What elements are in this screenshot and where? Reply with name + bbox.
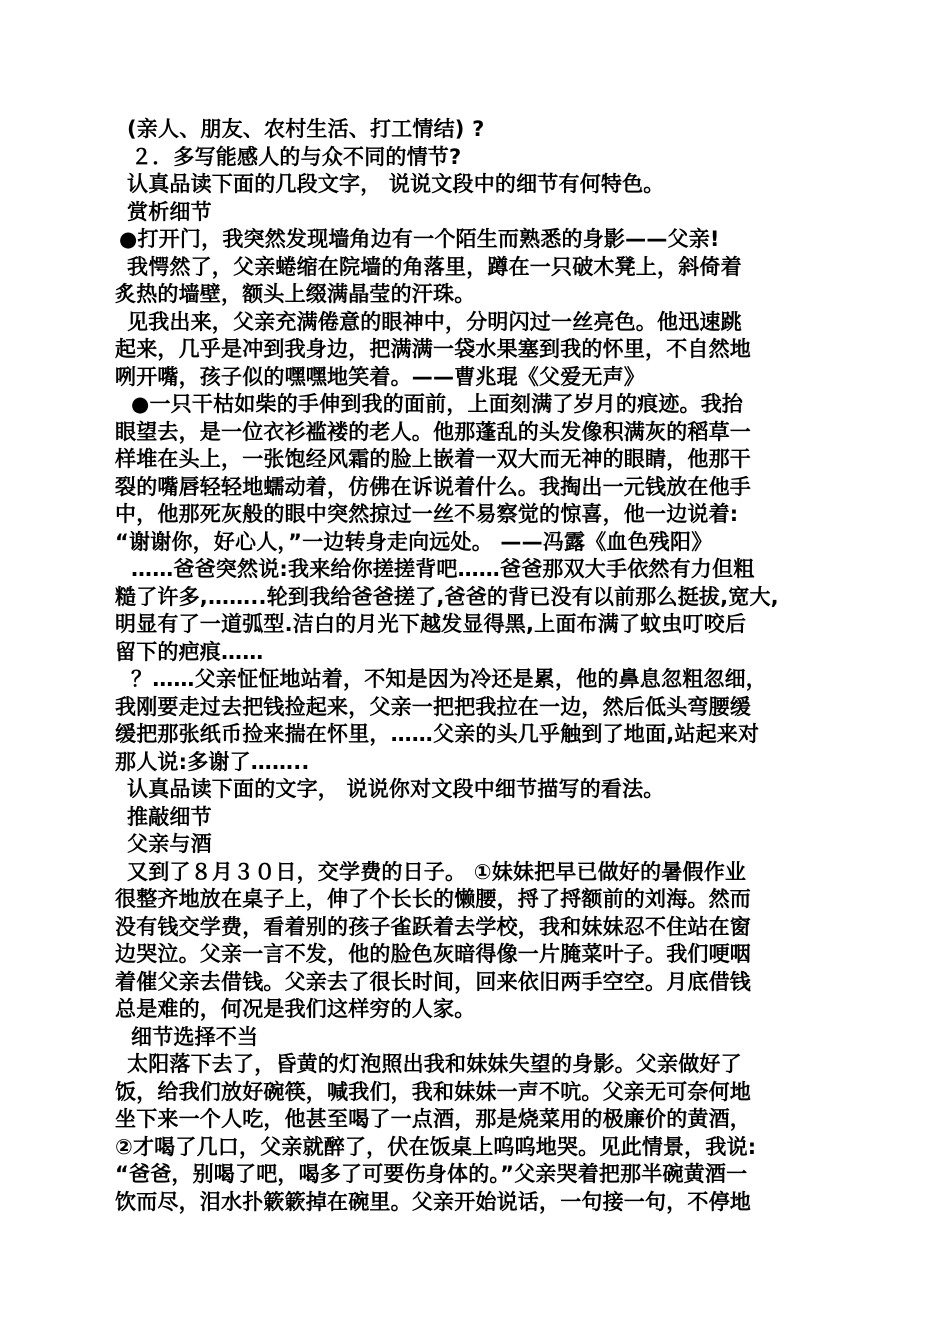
doc-line: 我愕然了，父亲蜷缩在院墙的角落里，蹲在一只破木凳上，斜倚着 — [127, 254, 742, 279]
doc-line: 缓把那张纸币捡来揣在怀里，……父亲的头几乎触到了地面,站起来对 — [115, 722, 760, 746]
doc-line: 起来，几乎是冲到我身边，把满满一袋水果塞到我的怀里，不自然地 — [115, 337, 751, 361]
doc-line: 没有钱交学费，看着别的孩子雀跃着去学校，我和妹妹忍不住站在窗 — [115, 914, 751, 939]
doc-line: 很整齐地放在桌子上，伸了个长长的懒腰，捋了捋额前的刘海。然而 — [115, 887, 751, 911]
doc-line: 明显有了一道弧型.洁白的月光下越发显得黑,上面布满了蚊虫叮咬后 — [115, 612, 747, 636]
doc-line: ？……父亲怔怔地站着，不知是因为冷还是累，他的鼻息忽粗忽细， — [131, 667, 767, 691]
doc-line: 饮而尽，泪水扑簌簌掉在碗里。父亲开始说话，一句接一句，不停地 — [115, 1189, 751, 1214]
doc-line: “谢谢你，好心人，”一边转身走向远处。 ——冯露《血色残阳》 — [115, 529, 713, 554]
doc-line: “爸爸，别喝了吧，喝多了可要伤身体的。”父亲哭着把那半碗黄酒一 — [115, 1162, 748, 1186]
doc-line: ●一只干枯如柴的手伸到我的面前，上面刻满了岁月的痕迹。我抬 — [131, 392, 744, 416]
doc-line: (亲人、朋友、农村生活、打工情结) ? — [127, 117, 485, 141]
doc-line: 咧开嘴，孩子似的嘿嘿地笑着。——曹兆琨《父爱无声》 — [115, 364, 645, 389]
doc-line: 那人说:多谢了…….. — [115, 749, 310, 774]
doc-line: ２．多写能感人的与众不同的情节? — [131, 144, 462, 169]
doc-line: 饭，给我们放好碗筷，喊我们，我和妹妹一声不吭。父亲无可奈何地 — [115, 1079, 751, 1104]
doc-line: 眼望去，是一位衣衫褴褛的老人。他那蓬乱的头发像积满灰的稻草一 — [115, 419, 751, 444]
doc-line: 见我出来，父亲充满倦意的眼神中，分明闪过一丝亮色。他迅速跳 — [127, 309, 742, 334]
doc-line: 坐下来一个人吃，他甚至喝了一点酒，那是烧菜用的极廉价的黄酒， — [115, 1107, 751, 1131]
doc-line: ②才喝了几口，父亲就醉了，伏在饭桌上呜呜地哭。见此情景，我说: — [115, 1134, 757, 1159]
doc-line: 留下的疤痕…… — [115, 639, 264, 664]
section-heading: 推敲细节 — [127, 804, 212, 829]
doc-line: ●打开门，我突然发现墙角边有一个陌生而熟悉的身影——父亲! — [119, 227, 720, 251]
doc-line: 总是难的，何况是我们这样穷的人家。 — [115, 997, 476, 1021]
doc-line: 太阳落下去了，昏黄的灯泡照出我和妹妹失望的身影。父亲做好了 — [127, 1052, 742, 1076]
section-heading: 赏析细节 — [127, 199, 212, 224]
doc-line: 着催父亲去借钱。父亲去了很长时间，回来依旧两手空空。月底借钱 — [115, 969, 751, 994]
doc-line: 认真品读下面的几段文字， 说说文段中的细节有何特色。 — [127, 172, 665, 196]
doc-line: 又到了８月３０日，交学费的日子。 ①妹妹把早已做好的暑假作业 — [127, 859, 747, 884]
section-heading: 细节选择不当 — [131, 1024, 259, 1049]
doc-line: 我刚要走过去把钱捡起来，父亲一把把我拉在一边，然后低头弯腰缓 — [115, 694, 751, 719]
document-page — [115, 116, 840, 1216]
doc-line: 认真品读下面的文字， 说说你对文段中细节描写的看法。 — [127, 777, 665, 801]
doc-line: 样堆在头上，一张饱经风霜的脸上嵌着一双大而无神的眼睛，他那干 — [115, 447, 751, 471]
doc-line: 糙了许多,……..轮到我给爸爸搓了,爸爸的背已没有以前那么挺拔,宽大, — [115, 584, 779, 609]
doc-line: 边哭泣。父亲一言不发，他的脸色灰暗得像一片腌菜叶子。我们哽咽 — [115, 942, 751, 966]
doc-line: 炙热的墙壁，额头上缀满晶莹的汗珠。 — [115, 282, 476, 306]
doc-line: 裂的嘴唇轻轻地蠕动着，仿佛在诉说着什么。我掏出一元钱放在他手 — [115, 474, 751, 499]
article-title: 父亲与酒 — [127, 832, 212, 856]
doc-line: ……爸爸突然说:我来给你搓搓背吧……爸爸那双大手依然有力但粗 — [131, 557, 755, 581]
doc-line: 中，他那死灰般的眼中突然掠过一丝不易察觉的惊喜，他一边说着: — [115, 502, 739, 526]
